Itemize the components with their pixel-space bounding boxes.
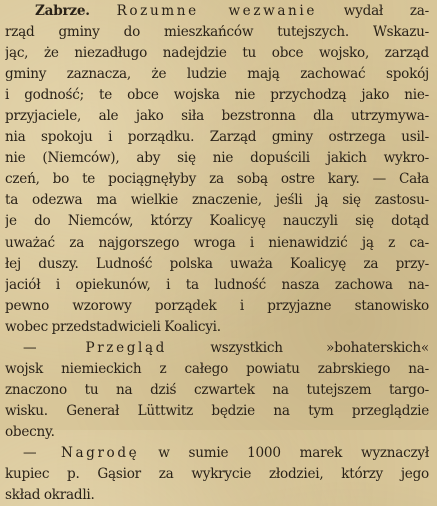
article-line: wojsk niemieckich z całego powiatu zabrskiego na- [5,360,429,377]
article-line: kupiec p. Gąsior za wykrycie złodziei, którzy jego [5,466,429,483]
article-column [5,1,429,506]
article-line: ta odezwa ma wielkie znaczenie, jeśli ją się zastosu- [5,192,429,209]
lead-phrase: — Nagrodę [23,444,140,461]
article-line: i godność; te obce wojska nie przychodzą jako nie- [5,87,429,104]
article-line: jaciół i opiekunów, i ta ludność nasza zachowa na- [5,276,429,293]
article-line: jąc, że niezadługo nadejdzie tu obce wojsko, zarząd [5,45,429,62]
article-line: uważać za najgorszego wroga i nienawidzić ją z ca- [5,234,429,251]
article-line: łej duszy. Ludność polska uważa Koalicyę za przy- [5,255,429,272]
place-heading: Zabrze. [35,3,90,19]
article-line: wobec przedstadwicieli Koalicyi. [5,318,221,335]
article-line: nie (Niemców), aby się nie dopuścili jakich wykro- [5,150,429,167]
article-line: — Przegląd wszystkich »bohaterskich« [23,339,429,356]
article-line: pewno wzorowy porządek i przyjazne stanowisko [5,297,429,314]
lead-phrase: — Przegląd [23,339,167,356]
article-line: czeń, bo te pociągnęłyby za sobą ostre kary. — Cała [5,171,429,188]
article-line: Zabrze. Rozumne wezwanie wydał za- [35,3,429,19]
article-line: obecny. [5,423,55,440]
article-line: je do Niemców, którzy Koalicyę nauczyli się dotąd [5,213,429,230]
lead-phrase: Rozumne wezwanie [116,3,317,19]
article-line: znaczono tu na dziś czwartek na tutejszem targo- [5,381,429,398]
article-line: gminy zaznacza, że ludzie mają zachować spokój [5,66,429,83]
article-line: — Nagrodę w sumie 1000 marek wyznaczył [23,444,429,461]
article-line: nia spokoju i porządku. Zarząd gminy ostrzega usil- [5,129,429,146]
article-line: skład okradli. [5,487,95,504]
article-line: wisku. Generał Lüttwitz będzie na tym przeglądzie [5,402,429,419]
article-line: przyjaciele, ale jako siła bezstronna dla utrzymywa- [5,108,429,125]
article-line: rząd gminy do mieszkańców tutejszych. Wskazu- [5,24,429,41]
